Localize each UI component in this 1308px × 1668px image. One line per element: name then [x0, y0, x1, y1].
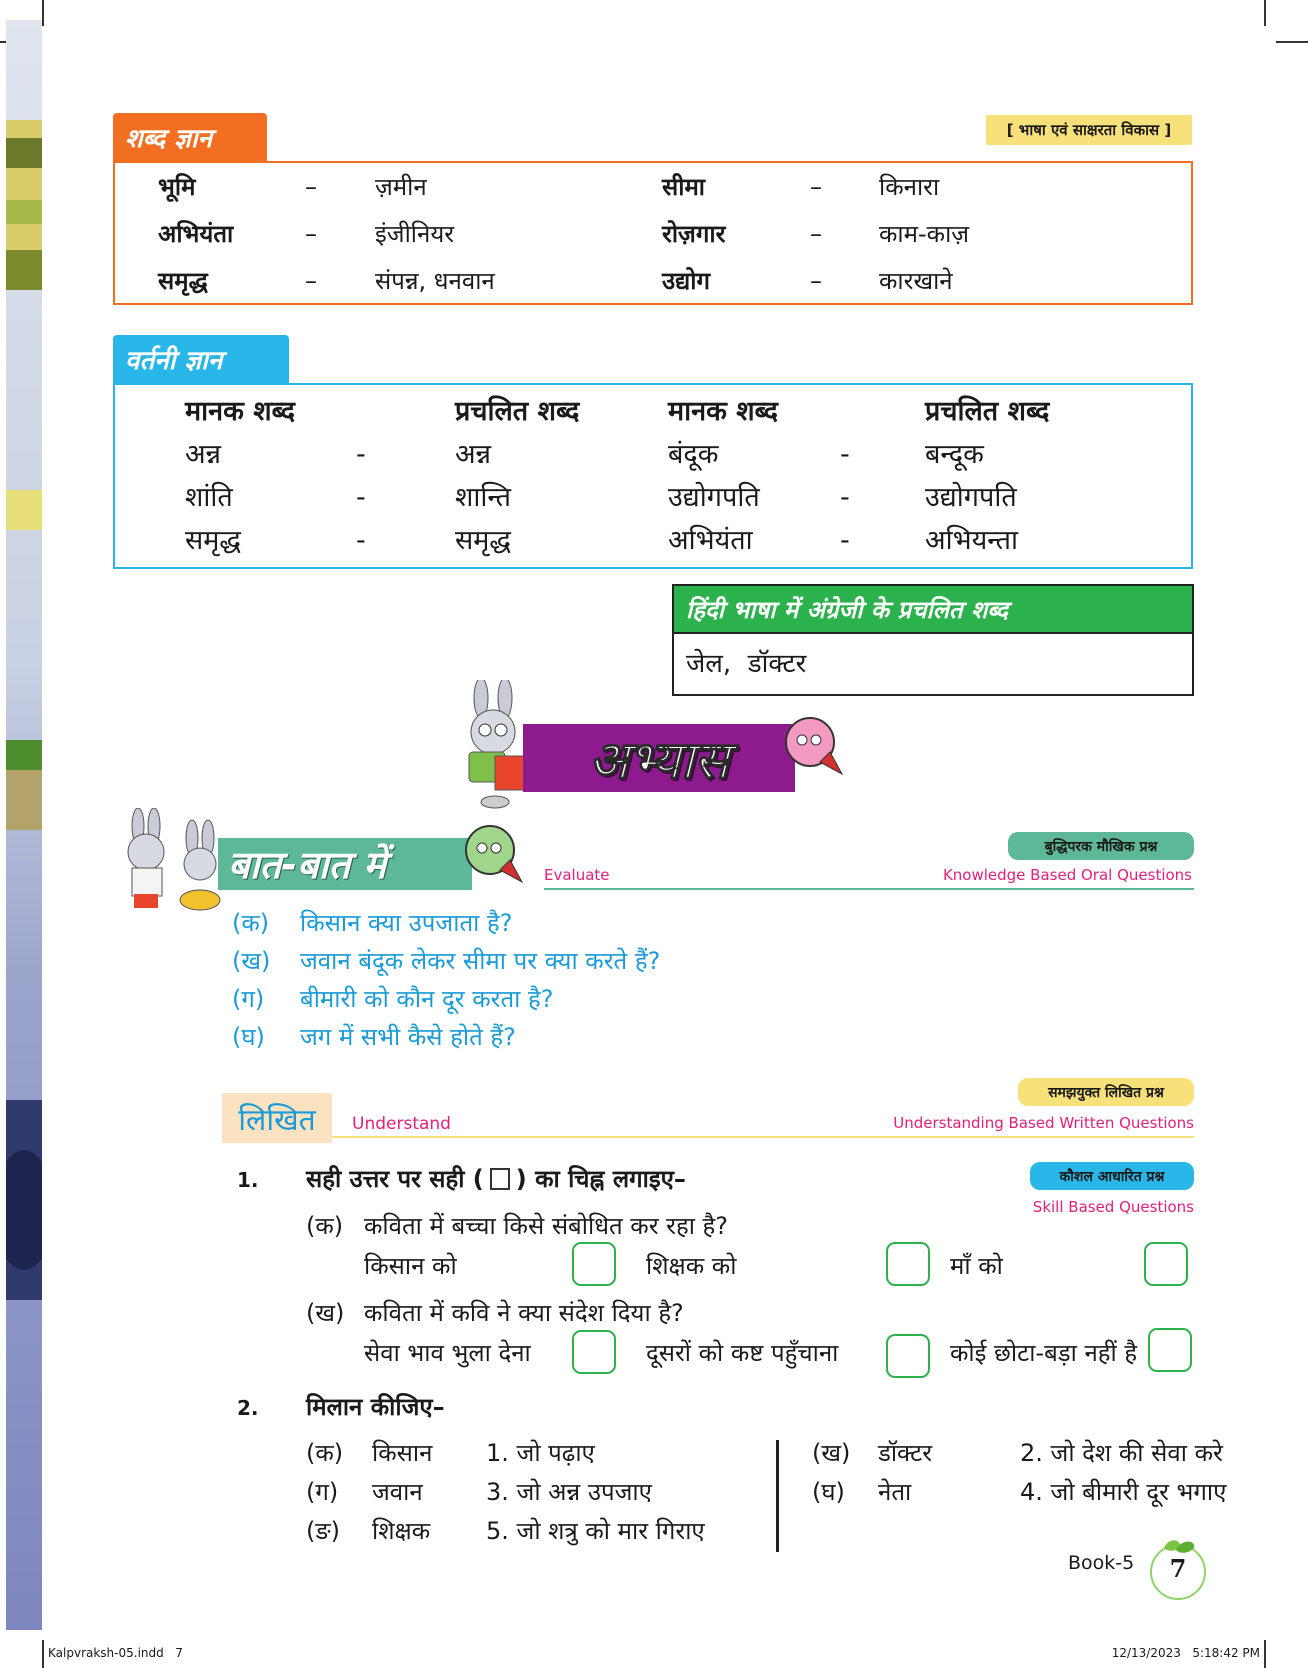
question-label: (घ): [232, 1023, 265, 1051]
dash: -: [840, 482, 850, 513]
match-word: शिक्षक: [372, 1517, 431, 1545]
match-label: (क): [306, 1439, 344, 1467]
abhyas-banner: [523, 724, 795, 792]
bunnies-icon: [108, 808, 228, 914]
question-text: जग में सभी कैसे होते हैं?: [300, 1023, 516, 1051]
match-word: नेता: [878, 1478, 912, 1506]
cell: अन्न: [455, 439, 492, 470]
meaning: ज़मीन: [375, 173, 427, 201]
cell: अभियन्ता: [925, 525, 1018, 556]
checkbox-symbol-icon: [490, 1168, 510, 1190]
answer-checkbox[interactable]: [886, 1242, 930, 1286]
q1b-label: (ख): [306, 1299, 345, 1327]
crop-mark: [42, 0, 44, 26]
file-name: Kalpvraksh-05.indd 7: [48, 1646, 183, 1660]
english-words-title: हिंदी भाषा में अंग्रेजी के प्रचलित शब्द: [674, 586, 1192, 632]
question-label: (ख): [232, 947, 271, 975]
q1a-question: कविता में बच्चा किसे संबोधित कर रहा है?: [364, 1212, 729, 1240]
evaluate-label: Evaluate: [544, 866, 610, 884]
likhit-title: लिखित: [238, 1102, 316, 1138]
option-label: सेवा भाव भुला देना: [364, 1339, 531, 1367]
pencil-mascot: [780, 712, 850, 782]
meaning: काम-काज़: [879, 220, 970, 248]
q1-text-before: सही उत्तर पर सही (: [306, 1165, 484, 1193]
meaning: इंजीनियर: [375, 220, 455, 248]
question-item: [232, 906, 660, 944]
dash: -: [356, 525, 366, 556]
match-definition: 1. जो पढ़ाए: [486, 1439, 595, 1467]
crop-mark: [1264, 0, 1266, 26]
oral-questions-subtitle: Knowledge Based Oral Questions: [942, 866, 1192, 884]
english-words-box: [672, 584, 1194, 696]
cell: बंदूक: [668, 439, 719, 470]
cell: बन्दूक: [925, 439, 984, 470]
match-label: (ख): [812, 1439, 851, 1467]
question-item: [232, 982, 660, 1020]
column-header: प्रचलित शब्द: [925, 396, 1050, 427]
oral-questions-list: [232, 906, 660, 1058]
word: अभियंता: [158, 220, 234, 248]
column-header: प्रचलित शब्द: [455, 396, 580, 427]
dash: -: [356, 439, 366, 470]
word: सीमा: [662, 173, 706, 201]
pill-text: कौशल आधारित प्रश्न: [1059, 1168, 1165, 1185]
pencil-mascot-icon: [780, 712, 850, 782]
option-label: कोई छोटा-बड़ा नहीं है: [950, 1339, 1138, 1367]
question-1-title: [306, 1162, 686, 1195]
question-label: (ग): [232, 985, 265, 1013]
question-text: बीमारी को कौन दूर करता है?: [300, 985, 554, 1013]
word: रोज़गार: [662, 220, 726, 248]
column-header: मानक शब्द: [668, 396, 778, 427]
dash: –: [305, 173, 317, 201]
cell: उद्योगपति: [668, 482, 760, 513]
match-word: जवान: [372, 1478, 423, 1506]
column-header: मानक शब्द: [185, 396, 295, 427]
dash: -: [840, 525, 850, 556]
q1-text-after: ) का चिह्न लगाइए–: [515, 1165, 686, 1193]
cell: अभियंता: [668, 525, 753, 556]
match-row: [306, 1514, 705, 1553]
english-words-content: जेल, डॉक्टर: [686, 649, 807, 679]
question-text: किसान क्या उपजाता है?: [300, 909, 513, 937]
answer-checkbox[interactable]: [1148, 1328, 1192, 1372]
skill-questions-pill: [1030, 1162, 1194, 1190]
baat-baat-banner: [218, 838, 472, 890]
question-item: [232, 1020, 660, 1058]
strip-artwork: [6, 20, 42, 1630]
meaning: किनारा: [879, 173, 940, 201]
dash: –: [810, 220, 822, 248]
written-questions-pill: [1018, 1078, 1194, 1106]
dash: -: [840, 439, 850, 470]
understand-label: Understand: [352, 1114, 451, 1134]
badge-text: [ भाषा एवं साक्षरता विकास ]: [1006, 121, 1172, 139]
match-label: (घ): [812, 1478, 845, 1506]
word: उद्योग: [662, 267, 710, 295]
match-label: (ङ): [306, 1517, 341, 1545]
pencil-mascot-green-icon: [460, 820, 530, 890]
match-definition: 2. जो देश की सेवा करे: [1020, 1439, 1223, 1467]
answer-checkbox[interactable]: [572, 1330, 616, 1374]
option-label: किसान को: [364, 1252, 457, 1280]
q1b-question: कविता में कवि ने क्या संदेश दिया है?: [364, 1299, 684, 1327]
pencil-mascot-green: [460, 820, 530, 890]
abhyas-title: अभ्यास: [588, 730, 730, 791]
match-definition: 4. जो बीमारी दूर भगाए: [1020, 1478, 1227, 1506]
match-left-column: [306, 1436, 705, 1553]
meaning: संपन्न, धनवान: [375, 267, 495, 295]
likhit-banner: [222, 1093, 332, 1143]
shabd-gyan-tab: [113, 113, 267, 161]
match-word: किसान: [372, 1439, 433, 1467]
dash: –: [305, 267, 317, 295]
dash: -: [356, 482, 366, 513]
meaning: कारखाने: [879, 267, 953, 295]
left-illustration-strip: [6, 20, 42, 1630]
match-right-column: [812, 1436, 1226, 1514]
question-number: 2.: [237, 1396, 259, 1420]
answer-checkbox[interactable]: [886, 1334, 930, 1378]
crop-mark: [1264, 1640, 1266, 1668]
question-text: जवान बंदूक लेकर सीमा पर क्या करते हैं?: [300, 947, 661, 975]
page-number: 7: [1169, 1554, 1187, 1583]
shabd-gyan-title: शब्द ज्ञान: [125, 124, 213, 154]
match-row: [812, 1475, 1226, 1514]
option-label: दूसरों को कष्ट पहुँचाना: [646, 1339, 839, 1367]
pill-text: समझयुक्त लिखित प्रश्न: [1048, 1084, 1164, 1101]
skill-questions-subtitle: Skill Based Questions: [1032, 1198, 1194, 1216]
question-number: 1.: [237, 1168, 259, 1192]
question-label: (क): [232, 909, 270, 937]
cell: अन्न: [185, 439, 222, 470]
match-row: [306, 1475, 705, 1514]
match-label: (ग): [306, 1478, 339, 1506]
answer-checkbox[interactable]: [572, 1242, 616, 1286]
section-underline: [544, 888, 1194, 890]
question-item: [232, 944, 660, 982]
match-row: [812, 1436, 1226, 1475]
cell: शांति: [185, 482, 233, 513]
cell: समृद्ध: [455, 525, 511, 556]
option-label: माँ को: [950, 1252, 1003, 1280]
cell: उद्योगपति: [925, 482, 1017, 513]
vartani-gyan-tab: [113, 335, 289, 383]
section-underline: [332, 1136, 1194, 1138]
question-2-title: मिलान कीजिए–: [306, 1393, 445, 1421]
page-number-badge: [1146, 1536, 1212, 1602]
match-definition: 3. जो अन्न उपजाए: [486, 1478, 652, 1506]
match-word: डॉक्टर: [878, 1439, 933, 1467]
crop-mark: [1276, 41, 1308, 43]
book-label: Book-5: [1068, 1552, 1135, 1574]
option-label: शिक्षक को: [646, 1252, 737, 1280]
oral-questions-pill: [1008, 832, 1194, 860]
written-questions-subtitle: Understanding Based Written Questions: [893, 1114, 1194, 1132]
skill-category-badge: [986, 115, 1192, 145]
baat-baat-title: बात-बात में: [228, 843, 387, 887]
q1a-label: (क): [306, 1212, 344, 1240]
vartani-gyan-title: वर्तनी ज्ञान: [125, 346, 223, 376]
shabd-gyan-box: [113, 161, 1193, 305]
bunnies-talking-illustration: [108, 808, 228, 914]
word: भूमि: [158, 173, 196, 201]
crop-mark: [42, 1640, 44, 1668]
match-row: [306, 1436, 705, 1475]
dash: –: [810, 173, 822, 201]
match-divider: [776, 1440, 779, 1552]
pill-text: बुद्धिपरक मौखिक प्रश्न: [1044, 838, 1158, 855]
cell: शान्ति: [455, 482, 512, 513]
dash: –: [305, 220, 317, 248]
answer-checkbox[interactable]: [1144, 1242, 1188, 1286]
print-timestamp: 12/13/2023 5:18:42 PM: [1111, 1646, 1260, 1660]
word: समृद्ध: [158, 267, 208, 295]
match-definition: 5. जो शत्रु को मार गिराए: [486, 1517, 705, 1545]
dash: –: [810, 267, 822, 295]
cell: समृद्ध: [185, 525, 241, 556]
